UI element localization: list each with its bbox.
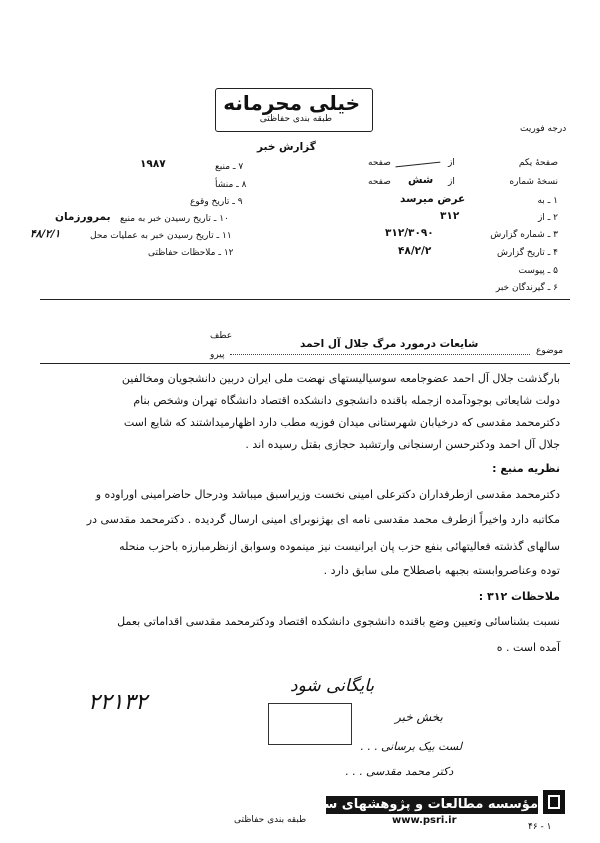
left-field-5-label: ۱۲ ـ ملاحظات حفاظتی <box>148 248 234 258</box>
source-line: سالهای گذشته فعالیتهائی بنفع حزب پان ایرانیست نیز مینموده وسوابق ازنظرمبارزه باحزب منحله <box>119 540 560 553</box>
left-field-0-label: ۷ ـ منبع <box>215 162 244 172</box>
body-line: جلال آل احمد ودکترحسن ارسنجانی وارتشبد حجازی بقتل رسیده اند . <box>245 438 560 451</box>
handwritten-note: لست بیک برسانی . . . <box>360 740 463 753</box>
right-field-3-label: ۲ ـ از <box>537 213 558 223</box>
source-opinion-title: نظریه منبع : <box>492 462 560 475</box>
right-field-3-value: ۳۱۲ <box>440 210 460 222</box>
right-field-7-label: ۶ ـ گیرندگان خبر <box>495 283 558 293</box>
priority-label: درجه فوریت <box>520 124 567 134</box>
right-field-2-value: عرض میرسد <box>400 193 466 205</box>
right-field-6-label: ۵ ـ پیوست <box>518 266 558 276</box>
form-title: گزارش خبر <box>257 141 316 153</box>
handwritten-note: بایگانی شود <box>290 676 375 696</box>
footer-classification: طبقه بندی حفاظتی <box>234 815 307 825</box>
copy-from-label: از <box>448 177 455 187</box>
notes-line: نسبت بشناسائی وتعیین وضع باقنده دانشجوی دانشکده اقتصاد ودکترمحمد مقدسی اقداماتی بعمل <box>117 615 560 628</box>
body-line: دولت شایعاتی بوجودآمده ازجمله باقنده دانشجوی دانشکده اقتصاد دانشگاه تهران وشخص بنام <box>133 394 560 407</box>
left-field-3-value: بمرورزمان <box>55 211 111 223</box>
body-line: دکترمحمد مقدسی که درخیابان شهرستانی میدان فوزیه مطب دارد اظهارمیداشتند که شایع است <box>123 416 560 429</box>
right-field-5-label: ۴ ـ تاریخ گزارش <box>496 248 558 258</box>
page-from-label: از <box>448 158 455 168</box>
watermark-text: مؤسسه مطالعات و پژوهشهای سیاسی <box>288 797 538 812</box>
watermark-url: www.psri.ir <box>392 815 457 826</box>
left-field-4-value: ۴۸/۲/۱ <box>30 228 61 240</box>
left-field-1-label: ۸ ـ منشأ <box>215 180 247 190</box>
subject-dots <box>230 354 530 355</box>
received-stamp <box>268 703 352 745</box>
copy-unit-label: صفحه <box>368 177 391 187</box>
source-line: توده وعناصروابسته بجبهه باصطلاح ملی سابق دارد . <box>323 564 560 577</box>
left-field-4-label: ۱۱ ـ تاریخ رسیدن خبر به عملیات محل <box>90 231 232 241</box>
subject-label: موضوع <box>536 346 564 356</box>
notes-title: ملاحظات ۳۱۲ : <box>478 590 560 603</box>
page-number-mark <box>395 154 441 168</box>
stamp-title: خیلی محرمانه <box>223 91 360 115</box>
separator-line-subject <box>40 363 570 364</box>
left-field-3-label: ۱۰ ـ تاریخ رسیدن خبر به منبع <box>120 214 229 224</box>
notes-line: آمده است . ه <box>496 641 560 654</box>
right-field-4-value: ۳۱۲/۳۰۹۰ <box>385 227 434 239</box>
stamp-subtitle: طبقه بندی حفاظتی <box>259 114 332 124</box>
peyro-label: پیرو <box>210 350 225 360</box>
source-line: دکترمحمد مقدسی ازطرفداران دکترعلی امینی نخست وزیراسبق میباشد ودرحال حاضرامینی اوراوده و <box>95 488 560 501</box>
handwritten-number: ۲۲۱۳۲ <box>88 690 148 715</box>
handwritten-note: بخش خبر <box>395 710 443 724</box>
separator-line-top <box>40 299 570 300</box>
right-field-0-label: صفحهٔ یکم <box>518 158 558 168</box>
right-field-4-label: ۳ ـ شماره گزارش <box>490 230 558 240</box>
source-line: مکاتبه دارد واخیراً ازطرف محمد مقدسی نامه ای بهژنوبرای امینی ارسال گردیده . دکترمحمد مقدسی در <box>86 513 560 526</box>
atf-label: عطف <box>210 331 233 341</box>
body-line: بارگذشت جلال آل احمد عضوجامعه سوسیالیستهای نهضت ملی ایران دربین دانشجویان ومخالفین <box>121 372 560 385</box>
subject-text: شایعات درمورد مرگ جلال آل احمد <box>300 338 479 350</box>
classification-stamp <box>215 88 373 132</box>
right-field-2-label: ۱ ـ به <box>537 196 558 206</box>
right-field-1-label: نسخهٔ شماره <box>509 177 558 187</box>
right-field-5-value: ۴۸/۲/۲ <box>398 245 432 257</box>
institute-logo-icon <box>543 790 565 814</box>
page-unit-label: صفحه <box>368 158 391 168</box>
left-field-2-label: ۹ ـ تاریخ وقوع <box>190 197 243 207</box>
copies-count: شش <box>408 174 434 186</box>
footer-form-number: ۴۶ - ۱ <box>528 822 552 832</box>
left-field-0-value: ۱۹۸۷ <box>140 158 166 170</box>
handwritten-note: دکتر محمد مقدسی . . . <box>345 765 454 778</box>
